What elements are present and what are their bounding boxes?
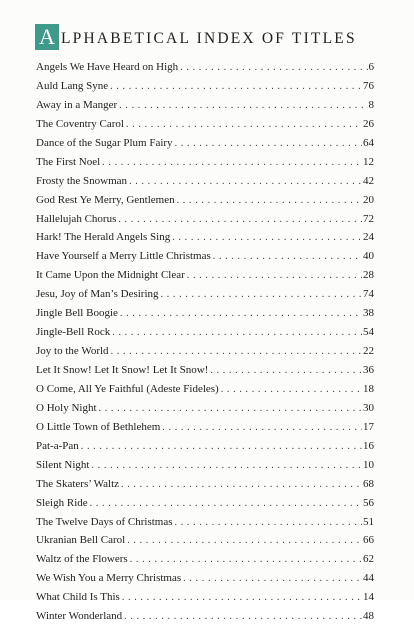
entry-title: O Come, All Ye Faithful (Adeste Fideles): [36, 382, 219, 395]
index-entry: [36, 418, 374, 437]
entry-title: God Rest Ye Merry, Gentlemen: [36, 193, 175, 206]
entry-title: Let It Snow! Let It Snow! Let It Snow!: [36, 364, 209, 376]
index-entry: [36, 285, 374, 304]
entry-title: It Came Upon the Midnight Clear: [36, 269, 185, 282]
entry-title: We Wish You a Merry Christmas: [36, 572, 182, 585]
entry-title: The Skaters’ Waltz: [36, 477, 120, 490]
page-title: [35, 20, 357, 50]
index-entry: [36, 77, 374, 96]
entry-title: Angels We Have Heard on High: [36, 61, 179, 73]
entry-page-number: 51: [363, 515, 374, 528]
dot-leader: [122, 589, 362, 607]
dot-leader: [127, 532, 362, 550]
dot-leader: [120, 305, 362, 323]
index-entry: [36, 437, 374, 456]
entry-title: The Twelve Days of Christmas: [36, 515, 173, 528]
dot-leader: [210, 362, 362, 380]
index-entry: [36, 513, 374, 532]
title-index-list: [36, 58, 374, 626]
entry-title: Have Yourself a Merry Little Christmas: [36, 250, 211, 263]
index-entry: [36, 134, 374, 153]
entry-page-number: 10: [363, 458, 374, 471]
dot-leader: [177, 192, 362, 210]
entry-page-number: 24: [363, 231, 374, 244]
dot-leader: [90, 495, 362, 513]
index-entry: [36, 115, 374, 134]
index-entry: [36, 342, 374, 361]
entry-page-number: 30: [363, 401, 374, 414]
entry-title: Jingle Bell Boogie: [36, 307, 118, 320]
entry-title: Joy to the World: [36, 345, 109, 358]
entry-page-number: 66: [363, 534, 374, 547]
dot-leader: [180, 59, 367, 77]
index-entry: [36, 475, 374, 494]
dot-leader: [110, 78, 362, 96]
dot-leader: [124, 608, 362, 626]
entry-page-number: 68: [363, 477, 374, 490]
entry-title: Dance of the Sugar Plum Fairy: [36, 136, 173, 149]
entry-title: Ukranian Bell Carol: [36, 534, 126, 547]
entry-page-number: 54: [363, 326, 374, 339]
entry-title: Waltz of the Flowers: [36, 553, 128, 566]
entry-title: What Child Is This: [36, 591, 120, 604]
index-entry: [36, 210, 374, 229]
dot-leader: [102, 154, 362, 172]
index-entry: [36, 266, 374, 285]
index-entry: [36, 531, 374, 550]
dot-leader: [119, 97, 367, 115]
entry-title: Silent Night: [36, 458, 90, 471]
dot-leader: [172, 229, 362, 247]
entry-page-number: 36: [363, 364, 374, 376]
title-text: LPHABETICAL INDEX OF TITLES: [61, 30, 357, 47]
dot-leader: [130, 551, 362, 569]
entry-page-number: 20: [363, 193, 374, 206]
entry-page-number: 18: [363, 382, 374, 395]
entry-title: Auld Lang Syne: [36, 79, 109, 92]
dot-leader: [111, 343, 362, 361]
index-entry: [36, 304, 374, 323]
entry-title: Pat-a-Pan: [36, 439, 79, 452]
entry-title: O Holy Night: [36, 401, 97, 414]
dot-leader: [91, 457, 362, 475]
index-entry: [36, 588, 374, 607]
dot-leader: [175, 514, 362, 532]
entry-page-number: 12: [363, 155, 374, 168]
entry-page-number: 42: [363, 174, 374, 187]
entry-page-number: 44: [363, 572, 374, 585]
entry-page-number: 26: [363, 117, 374, 130]
entry-title: Away in a Manger: [36, 98, 118, 111]
index-entry: [36, 153, 374, 172]
index-entry: [36, 399, 374, 418]
entry-page-number: 28: [363, 269, 374, 282]
index-entry: [36, 58, 374, 77]
dot-leader: [112, 324, 362, 342]
title-initial-letter: A: [35, 24, 59, 50]
entry-page-number: 22: [363, 345, 374, 358]
index-entry: [36, 323, 374, 342]
entry-title: Frosty the Snowman: [36, 174, 128, 187]
index-entry: [36, 191, 374, 210]
entry-page-number: 64: [363, 136, 374, 149]
dot-leader: [187, 267, 362, 285]
entry-title: The Coventry Carol: [36, 117, 124, 130]
entry-page-number: 8: [368, 98, 374, 111]
index-entry: [36, 607, 374, 626]
entry-page-number: 76: [363, 79, 374, 92]
entry-page-number: 40: [363, 250, 374, 263]
entry-title: Hallelujah Chorus: [36, 212, 117, 225]
dot-leader: [121, 476, 362, 494]
entry-page-number: 14: [363, 591, 374, 604]
entry-page-number: 16: [363, 439, 374, 452]
entry-page-number: 17: [363, 420, 374, 433]
dot-leader: [213, 248, 362, 266]
dot-leader: [161, 286, 362, 304]
index-entry: [36, 172, 374, 191]
dot-leader: [162, 419, 362, 437]
index-entry: [36, 569, 374, 588]
entry-title: Jingle-Bell Rock: [36, 326, 111, 339]
dot-leader: [183, 570, 362, 588]
entry-page-number: 48: [363, 610, 374, 623]
index-entry: [36, 380, 374, 399]
dot-leader: [118, 211, 362, 229]
entry-page-number: 62: [363, 553, 374, 566]
entry-page-number: 38: [363, 307, 374, 320]
dot-leader: [99, 400, 363, 418]
dot-leader: [221, 381, 362, 399]
dot-leader: [175, 135, 362, 153]
entry-page-number: 56: [363, 496, 374, 509]
entry-title: Jesu, Joy of Man’s Desiring: [36, 288, 159, 301]
index-entry: [36, 228, 374, 247]
entry-title: O Little Town of Bethlehem: [36, 420, 161, 433]
entry-page-number: 6: [368, 61, 374, 73]
entry-title: Sleigh Ride: [36, 496, 88, 509]
entry-title: Winter Wonderland: [36, 610, 123, 623]
entry-page-number: 72: [363, 212, 374, 225]
index-entry: [36, 494, 374, 513]
index-entry: [36, 96, 374, 115]
index-entry: [36, 456, 374, 475]
dot-leader: [81, 438, 362, 456]
index-entry: [36, 361, 374, 380]
index-entry: [36, 247, 374, 266]
dot-leader: [129, 173, 362, 191]
entry-title: Hark! The Herald Angels Sing: [36, 231, 171, 244]
entry-title: The First Noel: [36, 155, 101, 168]
entry-page-number: 74: [363, 288, 374, 301]
index-entry: [36, 550, 374, 569]
dot-leader: [126, 116, 362, 134]
